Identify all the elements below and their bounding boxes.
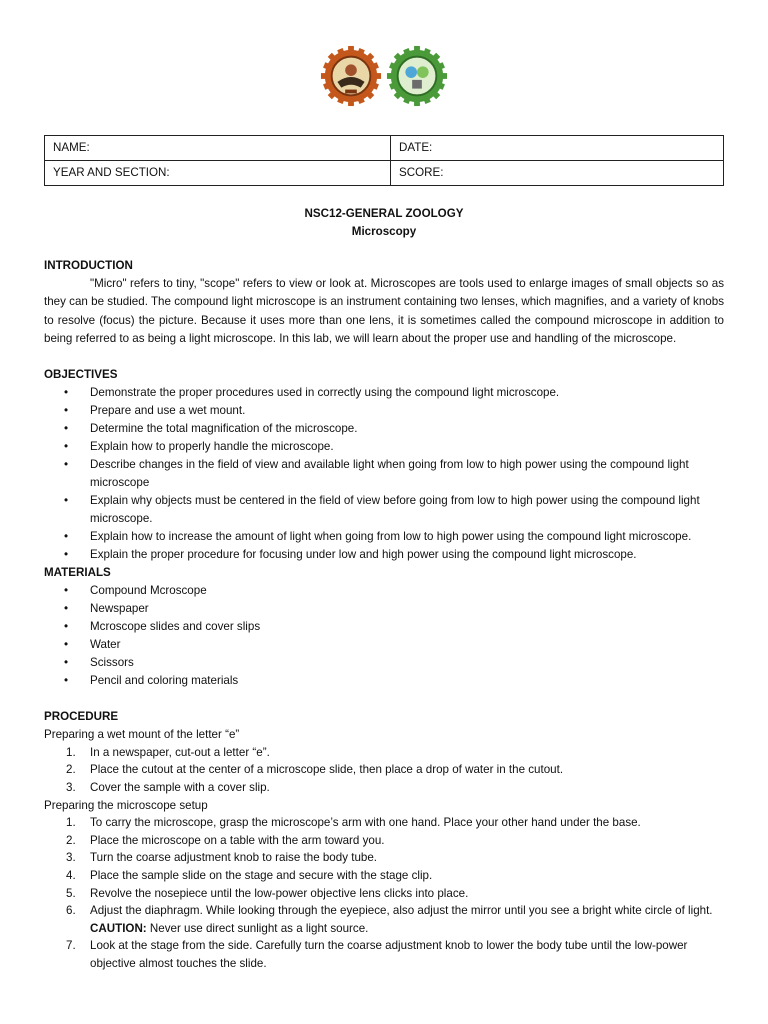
list-item: • Prepare and use a wet mount. — [64, 404, 246, 418]
header-logos — [0, 45, 768, 111]
list-item: • Explain how to properly handle the microscope. — [64, 440, 334, 454]
list-item: • Scissors — [64, 656, 134, 670]
score-field[interactable]: SCORE: — [391, 161, 724, 186]
list-item: • Mcroscope slides and cover slips — [64, 620, 261, 634]
introduction-heading: INTRODUCTION — [44, 259, 133, 272]
lab-title: Microscopy — [351, 225, 417, 238]
list-item: • Water — [64, 638, 121, 652]
objectives-heading: OBJECTIVES — [44, 368, 118, 382]
materials-list — [44, 582, 724, 690]
materials-heading: MATERIALS — [44, 566, 111, 580]
list-item: • Determine the total magnification of the microscope. — [64, 422, 358, 436]
list-item: • Newspaper — [64, 602, 149, 616]
objectives-list — [44, 384, 724, 564]
list-item: • Describe changes in the field of view and available light when going from low to high power using the compound light microscope — [64, 458, 689, 490]
student-info-table — [44, 135, 724, 186]
list-item: 7. Look at the stage from the side. Carefully turn the coarse adjustment knob to lower the body tube until the low-power objective almost touches the slide. — [66, 939, 688, 970]
procedure-part2-steps — [44, 814, 724, 972]
list-item: • Explain the proper procedure for focusing under low and high power using the compound light microscope. — [64, 548, 637, 562]
caution-label: CAUTION: — [90, 921, 147, 935]
school-seal-logo — [320, 45, 382, 107]
list-item: • Demonstrate the proper procedures used in correctly using the compound light microscope. — [64, 386, 560, 400]
list-item: 2. Place the microscope on a table with the arm toward you. — [66, 833, 385, 847]
course-title: NSC12-GENERAL ZOOLOGY — [304, 207, 464, 220]
list-item: • Explain how to increase the amount of light when going from low to high power using the compound light microscope. — [64, 530, 692, 544]
introduction-text: "Micro" refers to tiny, "scope" refers to view or look at. Microscopes are tools used to enlarge images of small objects so as they can be studied. The compound light microscope is an instrument containing two lenses, which magnifies, and a variety of knobs to resolve (focus) the picture. Because it uses more than one lens, it is sometimes called the compound microscope in addition to being referred to as being a light microscope. In this lab, we will learn about the proper use and handling of the microscope. — [44, 277, 724, 345]
procedure-part2-title: Preparing the microscope setup — [44, 798, 208, 812]
list-item: 3. Turn the coarse adjustment knob to raise the body tube. — [66, 851, 378, 865]
table-row — [45, 136, 724, 161]
procedure-part1-steps — [44, 744, 724, 797]
science-seal-logo — [386, 45, 448, 107]
name-field[interactable]: NAME: — [45, 136, 391, 161]
list-item: • Pencil and coloring materials — [64, 674, 239, 688]
list-item: 1. To carry the microscope, grasp the microscope’s arm with one hand. Place your other hand under the base. — [66, 816, 641, 830]
list-item: • Compound Mcroscope — [64, 584, 207, 598]
table-row — [45, 161, 724, 186]
caution-text: Never use direct sunlight as a light source. — [146, 921, 369, 935]
list-item: 3. Cover the sample with a cover slip. — [66, 780, 270, 794]
caution-note — [90, 922, 368, 935]
list-item: 5. Revolve the nosepiece until the low-power objective lens clicks into place. — [66, 886, 469, 900]
procedure-heading: PROCEDURE — [44, 710, 119, 724]
list-item: 1. In a newspaper, cut-out a letter “e”. — [66, 745, 270, 759]
year-section-field[interactable]: YEAR AND SECTION: — [45, 161, 391, 186]
list-item: • Explain why objects must be centered in the field of view before going from low to high power using the compound light microscope. — [64, 494, 700, 526]
list-item: 2. Place the cutout at the center of a microscope slide, then place a drop of water in the cutout. — [66, 763, 564, 777]
document-body — [44, 257, 724, 973]
date-field[interactable]: DATE: — [391, 136, 724, 161]
list-item: 4. Place the sample slide on the stage and secure with the stage clip. — [66, 868, 433, 882]
document-titles — [0, 205, 768, 241]
procedure-part1-title: Preparing a wet mount of the letter “e” — [44, 728, 240, 742]
list-item: 6. Adjust the diaphragm. While looking through the eyepiece, also adjust the mirror until you see a bright white circle of light. CAUTION: Never use direct sunlight as a light source. — [66, 904, 713, 935]
